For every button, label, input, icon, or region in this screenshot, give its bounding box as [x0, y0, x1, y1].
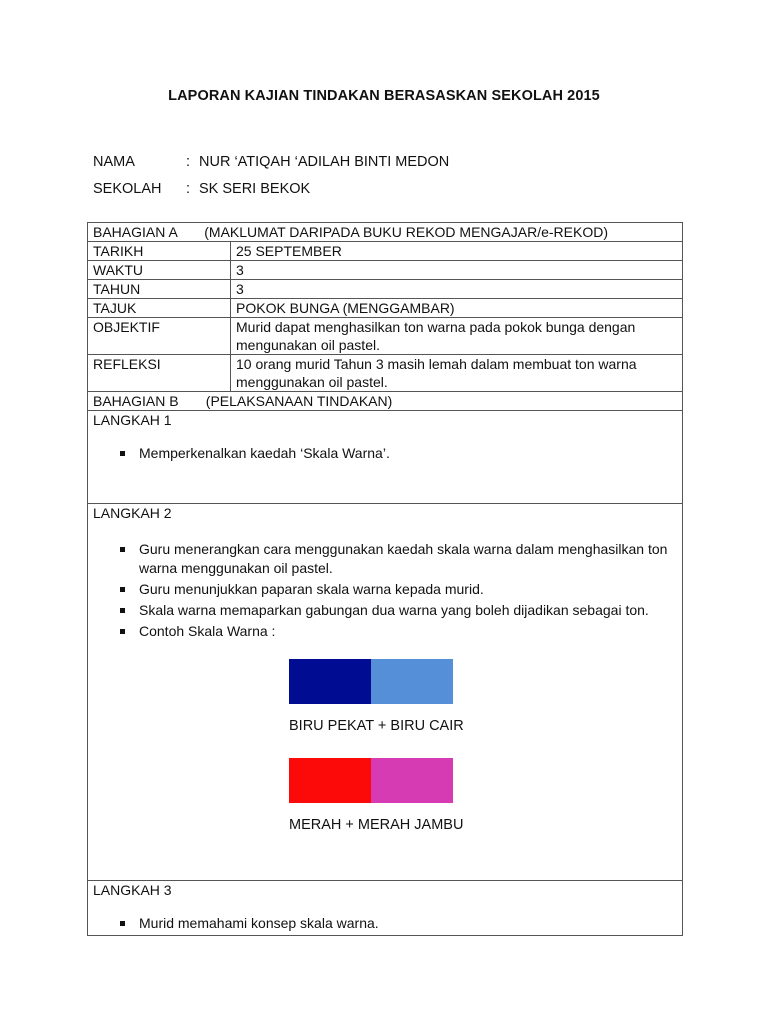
section-a-row	[88, 223, 683, 242]
tahun-value: 3	[231, 280, 683, 299]
tajuk-label: TAJUK	[88, 299, 231, 318]
swatch-red	[289, 758, 677, 803]
waktu-label: WAKTU	[88, 261, 231, 280]
langkah1-list	[93, 444, 677, 463]
langkah3-title: LANGKAH 3	[93, 882, 172, 898]
sekolah-colon: :	[186, 181, 191, 197]
section-b-row	[88, 392, 683, 411]
swatch-pink	[371, 758, 453, 803]
waktu-value: 3	[231, 261, 683, 280]
swatch-red	[289, 758, 371, 803]
table-row	[88, 355, 683, 392]
langkah3-list	[93, 914, 677, 933]
langkah3-row	[88, 881, 683, 936]
list-item-text: Skala warna memaparkan gabungan dua warna yang boleh dijadikan sebagai ton.	[139, 602, 649, 618]
langkah2-title: LANGKAH 2	[93, 505, 172, 521]
table-row	[88, 261, 683, 280]
langkah1-cell	[88, 411, 683, 504]
swatch-blue-label: BIRU PEKAT + BIRU CAIR	[289, 718, 464, 734]
bullet-icon	[120, 629, 125, 634]
list-item-text: Guru menerangkan cara menggunakan kaedah skala warna dalam menghasilkan ton warna menggunakan oil pastel.	[139, 541, 668, 576]
nama-row	[93, 154, 449, 170]
table-row	[88, 318, 683, 355]
bullet-icon	[120, 921, 125, 926]
report-title: LAPORAN KAJIAN TINDAKAN BERASASKAN SEKOLAH 2015	[168, 88, 600, 104]
list-item-text: Memperkenalkan kaedah ‘Skala Warna’.	[139, 445, 390, 461]
langkah1-title: LANGKAH 1	[93, 412, 172, 428]
nama-colon: :	[186, 154, 191, 170]
tahun-label: TAHUN	[88, 280, 231, 299]
bullet-icon	[120, 608, 125, 613]
sekolah-row	[93, 181, 310, 197]
list-item-text: Guru menunjukkan paparan skala warna kepada murid.	[139, 581, 484, 597]
swatch-light-blue	[371, 659, 453, 704]
bullet-icon	[120, 451, 125, 456]
nama-label: NAMA	[93, 154, 135, 170]
table-row	[88, 299, 683, 318]
bullet-icon	[120, 587, 125, 592]
list-item	[93, 540, 677, 578]
list-item-text: Murid memahami konsep skala warna.	[139, 915, 379, 931]
refleksi-label: REFLEKSI	[88, 355, 231, 392]
tarikh-value: 25 SEPTEMBER	[231, 242, 683, 261]
sekolah-value: SK SERI BEKOK	[199, 181, 311, 197]
langkah2-list	[93, 540, 677, 641]
list-item	[93, 444, 677, 463]
list-item	[93, 914, 677, 933]
swatch-dark-blue	[289, 659, 371, 704]
langkah3-cell	[88, 881, 683, 936]
langkah2-row	[88, 504, 683, 881]
refleksi-value: 10 orang murid Tahun 3 masih lemah dalam membuat ton warna menggunakan oil pastel.	[231, 355, 683, 392]
objektif-label: OBJEKTIF	[88, 318, 231, 355]
tarikh-label: TARIKH	[88, 242, 231, 261]
list-item	[93, 622, 677, 641]
nama-value: NUR ‘ATIQAH ‘ADILAH BINTI MEDON	[199, 154, 450, 170]
tajuk-value: POKOK BUNGA (MENGGAMBAR)	[231, 299, 683, 318]
langkah1-row	[88, 411, 683, 504]
sekolah-label: SEKOLAH	[93, 181, 162, 197]
list-item	[93, 580, 677, 599]
langkah2-cell	[88, 504, 683, 881]
list-item	[93, 601, 677, 620]
list-item-text: Contoh Skala Warna :	[139, 623, 276, 639]
objektif-value: Murid dapat menghasilkan ton warna pada pokok bunga dengan mengunakan oil pastel.	[231, 318, 683, 355]
section-a-heading: BAHAGIAN A (MAKLUMAT DARIPADA BUKU REKOD MENGAJAR/e-REKOD)	[88, 223, 683, 242]
table-row	[88, 242, 683, 261]
section-b-heading: BAHAGIAN B (PELAKSANAAN TINDAKAN)	[88, 392, 683, 411]
bullet-icon	[120, 547, 125, 552]
table-row	[88, 280, 683, 299]
swatch-red-label: MERAH + MERAH JAMBU	[289, 817, 464, 833]
swatch-blue	[289, 659, 677, 704]
report-table	[87, 222, 683, 936]
